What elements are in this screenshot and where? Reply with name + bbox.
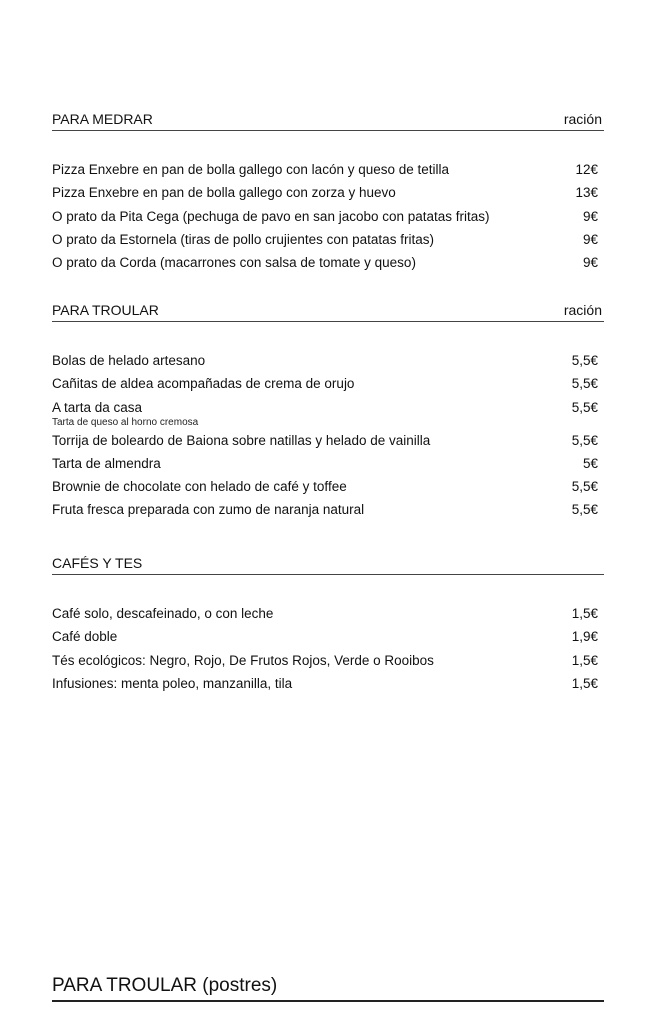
menu-item [52, 158, 604, 181]
item-price: 5,5€ [571, 376, 598, 392]
menu-item [52, 372, 604, 395]
item-name: O prato da Pita Cega (pechuga de pavo en san jacobo con patatas fritas) [52, 208, 490, 224]
item-name: Infusiones: menta poleo, manzanilla, tila [52, 675, 293, 691]
item-name: Cañitas de aldea acompañadas de crema de orujo [52, 376, 355, 392]
portion-label: ración [563, 302, 602, 318]
item-price: 9€ [582, 255, 598, 271]
item-name: O prato da Estornela (tiras de pollo crujientes con patatas fritas) [52, 231, 434, 247]
menu-item [52, 452, 604, 475]
item-name: Bolas de helado artesano [52, 353, 206, 368]
menu-item [52, 649, 604, 672]
section-header [52, 301, 604, 322]
item-list [52, 158, 604, 274]
menu-item [52, 396, 604, 429]
menu-item [52, 251, 604, 274]
section-header [52, 554, 604, 575]
section-title: PARA MEDRAR [52, 111, 153, 127]
item-price: 5€ [582, 455, 598, 471]
item-name: O prato da Corda (macarrones con salsa de tomate y queso) [52, 255, 416, 271]
item-price: 5,5€ [571, 502, 598, 518]
item-name: Pizza Enxebre en pan de bolla gallego con lacón y queso de tetilla [52, 162, 450, 177]
item-name: Fruta fresca preparada con zumo de naranja natural [52, 502, 365, 518]
menu-item [52, 429, 604, 452]
item-name: Brownie de chocolate con helado de café y toffee [52, 479, 347, 495]
item-name-block [52, 400, 198, 429]
item-name: Tés ecológicos: Negro, Rojo, De Frutos Rojos, Verde o Rooibos [52, 652, 434, 668]
item-price: 5,5€ [571, 353, 598, 368]
item-price: 13€ [575, 185, 598, 201]
item-price: 5,5€ [571, 479, 598, 495]
section-cafes-y-tes [52, 554, 604, 695]
menu-item [52, 625, 604, 648]
item-price: 5,5€ [571, 399, 598, 415]
menu-item [52, 498, 604, 521]
item-price: 1,5€ [571, 652, 598, 668]
item-name: Café doble [52, 629, 118, 645]
item-subtitle: Tarta de queso al horno cremosa [52, 416, 199, 428]
menu-item [52, 475, 604, 498]
section-header [52, 110, 604, 131]
item-price: 5,5€ [571, 432, 598, 448]
item-list [52, 349, 604, 522]
item-name: Café solo, descafeinado, o con leche [52, 606, 274, 621]
menu-item [52, 349, 604, 372]
menu-item [52, 205, 604, 228]
menu-item [52, 228, 604, 251]
section-para-medrar [52, 110, 604, 274]
section-para-troular [52, 301, 604, 522]
menu-item [52, 672, 604, 695]
item-name: Pizza Enxebre en pan de bolla gallego con zorza y huevo [52, 185, 396, 201]
item-name: Tarta de almendra [52, 455, 161, 471]
section-title: CAFÉS Y TES [52, 555, 143, 571]
item-price: 9€ [582, 208, 598, 224]
section-title: PARA TROULAR [52, 302, 159, 318]
menu-item [52, 602, 604, 625]
menu-item [52, 181, 604, 204]
item-price: 1,9€ [571, 629, 598, 645]
portion-label: ración [563, 111, 602, 127]
item-name: A tarta da casa [52, 399, 143, 415]
item-price: 12€ [575, 162, 598, 177]
item-price: 1,5€ [571, 675, 598, 691]
item-list [52, 602, 604, 695]
next-page-title: PARA TROULAR (postres) [52, 974, 604, 1002]
item-price: 9€ [582, 231, 598, 247]
item-name: Torrija de boleardo de Baiona sobre natillas y helado de vainilla [52, 432, 431, 448]
item-price: 1,5€ [571, 606, 598, 621]
